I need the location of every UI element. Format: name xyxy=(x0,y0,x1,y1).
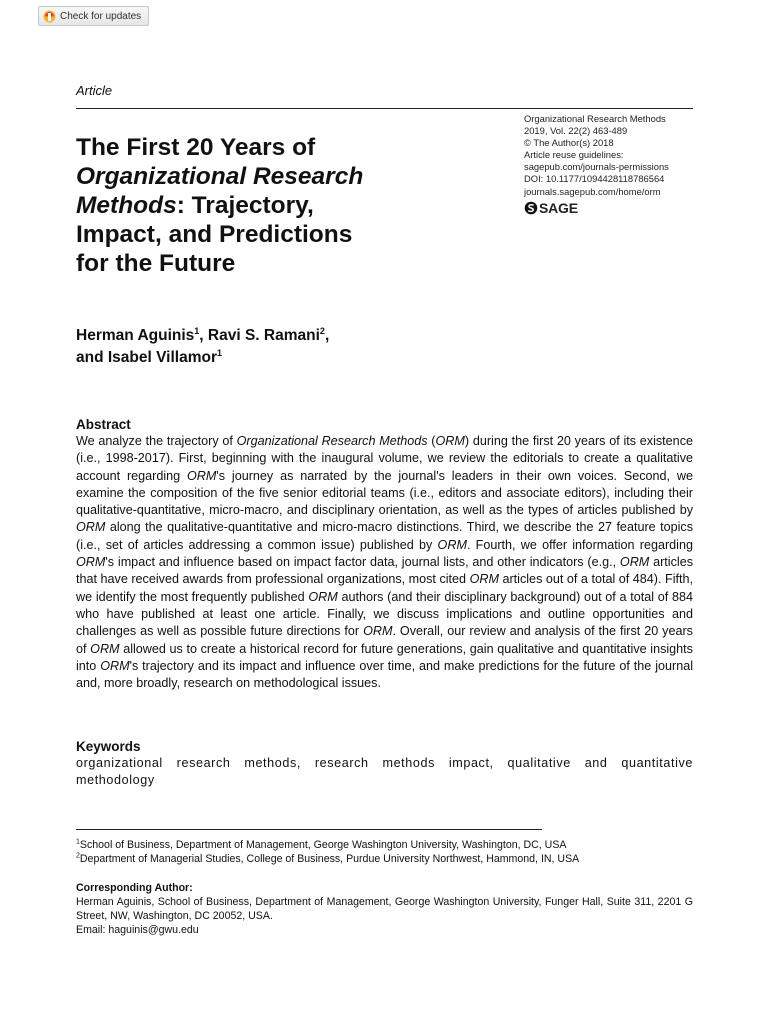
sage-logo xyxy=(524,201,699,215)
abstract-segment: . Fourth, we offer information regarding xyxy=(466,537,693,552)
abstract-italic-segment: ORM xyxy=(76,555,106,570)
author-name: Herman Aguinis xyxy=(76,327,195,344)
abstract-segment: allowed us to create a historical record for future generations, gain qualitative and quantitative insights into xyxy=(76,641,693,673)
crossmark-icon xyxy=(43,10,56,23)
title-line-3 xyxy=(76,191,476,220)
footnote-divider xyxy=(76,829,542,830)
journal-metadata xyxy=(524,113,699,215)
affiliation-item xyxy=(76,852,693,866)
author-list xyxy=(76,325,496,369)
author-affiliation-mark: 1 xyxy=(194,325,200,336)
affiliation-number: 1 xyxy=(76,838,80,846)
journal-home-link[interactable]: journals.sagepub.com/home/orm xyxy=(524,185,661,197)
affiliation-number: 2 xyxy=(76,852,80,860)
check-for-updates-button[interactable] xyxy=(38,6,149,26)
abstract-segment: ) during the first 20 years of its existence (i.e., 1998-2017). First, beginning with the inaugural volume, we review the editorials to create a qualitative account regarding xyxy=(76,434,693,483)
corresponding-author xyxy=(76,881,693,937)
title-line-3-italic: Methods xyxy=(76,192,177,219)
copyright: © The Author(s) 2018 xyxy=(524,137,614,149)
abstract-segment: We analyze the trajectory of xyxy=(76,434,237,448)
author-name: Ravi S. Ramani xyxy=(207,327,320,344)
corresponding-author-email[interactable]: Email: haguinis@gwu.edu xyxy=(76,924,199,936)
title-line-5: for the Future xyxy=(76,250,236,277)
author-affiliation-mark: 1 xyxy=(217,347,223,358)
abstract-segment: ( xyxy=(427,434,436,448)
journal-name: Organizational Research Methods xyxy=(524,113,666,124)
author-separator: , xyxy=(199,327,208,344)
corresponding-author-address: Herman Aguinis, School of Business, Department of Management, George Washington University, Funger Hall, Suite 311, 2201 G Street, NW, Washington, DC 20052, USA. xyxy=(76,896,693,922)
corresponding-author-heading: Corresponding Author: xyxy=(76,882,193,894)
author-separator: , xyxy=(324,327,330,344)
abstract-segment: along the qualitative-quantitative and micro-macro distinctions. Third, we describe the 27 feature topics (i.e., set of articles addressing a common issue) published by xyxy=(76,520,693,552)
title-line-4: Impact, and Predictions xyxy=(76,221,353,248)
abstract-segment: 's journey as narrated by the journal's leaders in their own voices. Second, we examine the composition of the five senior editorial teams (i.e., editors and associate editors), including their qualitative-quantitative, micro-macro, and disciplinary orientation, as well as the types of articles published by xyxy=(76,468,693,518)
article-type-label: Article xyxy=(76,83,113,98)
affiliations xyxy=(76,838,693,866)
reuse-guidelines: Article reuse guidelines: xyxy=(524,149,624,161)
abstract-italic-segment: ORM xyxy=(187,468,217,483)
abstract-text xyxy=(76,433,693,692)
title-line-3-rest: : Trajectory, xyxy=(176,192,314,219)
author-line-2 xyxy=(76,347,496,369)
abstract-italic-segment: ORM xyxy=(100,658,130,673)
author-line-1 xyxy=(76,325,496,347)
abstract-italic-segment: Organizational Research Methods xyxy=(236,434,428,448)
abstract-italic-segment: ORM xyxy=(619,555,650,570)
abstract-italic-segment: ORM xyxy=(76,520,106,535)
author-name: and Isabel Villamor xyxy=(76,349,217,366)
keywords-heading: Keywords xyxy=(76,739,141,754)
reuse-link[interactable]: sagepub.com/journals-permissions xyxy=(524,161,669,173)
affiliation-text: Department of Managerial Studies, College of Business, Purdue University Northwest, Hammond, IN, USA xyxy=(79,853,580,865)
abstract-italic-segment: ORM xyxy=(363,624,393,639)
title-line-2: Organizational Research xyxy=(76,163,364,190)
abstract-italic-segment: ORM xyxy=(435,434,465,448)
keywords-text: organizational research methods, research methods impact, qualitative and quantitative methodology xyxy=(76,756,693,788)
abstract-italic-segment: ORM xyxy=(469,572,499,587)
sage-wordmark: SAGE xyxy=(539,199,578,216)
header-divider xyxy=(76,108,693,109)
abstract-segment: . Overall, our review and analysis of the first 20 years of xyxy=(76,624,693,656)
article-title xyxy=(76,133,476,278)
author-affiliation-mark: 2 xyxy=(319,325,325,336)
title-line-1: The First 20 Years of xyxy=(76,134,316,161)
abstract-segment: articles out of a total of 484). Fifth, we identify the most frequently published xyxy=(76,572,693,604)
check-for-updates-label: Check for updates xyxy=(60,10,142,22)
affiliation-text: School of Business, Department of Management, George Washington University, Washington, DC, USA xyxy=(79,839,567,851)
abstract-italic-segment: ORM xyxy=(437,537,467,552)
sage-swirl-icon xyxy=(524,201,538,215)
doi[interactable]: DOI: 10.1177/1094428118786564 xyxy=(524,173,665,185)
abstract-heading: Abstract xyxy=(76,417,131,432)
abstract-italic-segment: ORM xyxy=(308,589,338,604)
abstract-section xyxy=(76,416,693,692)
affiliation-item xyxy=(76,838,693,852)
abstract-italic-segment: ORM xyxy=(90,641,120,656)
abstract-segment: 's impact and influence based on impact factor data, journal lists, and other indicators (e.g., xyxy=(105,555,620,570)
abstract-segment: articles that have received awards from professional organizations, most cited xyxy=(76,555,693,587)
keywords-section xyxy=(76,738,693,790)
journal-issue: 2019, Vol. 22(2) 463-489 xyxy=(524,125,628,137)
abstract-segment: authors (and their disciplinary background) out of a total of 884 who have published at least one article. Finally, we discuss implications and outline opportunities and challenges as well as possible future directions for xyxy=(76,589,693,639)
abstract-segment: 's trajectory and its impact and influence over time, and make predictions for the future of the journal and, more broadly, research on methodological issues. xyxy=(76,658,693,691)
